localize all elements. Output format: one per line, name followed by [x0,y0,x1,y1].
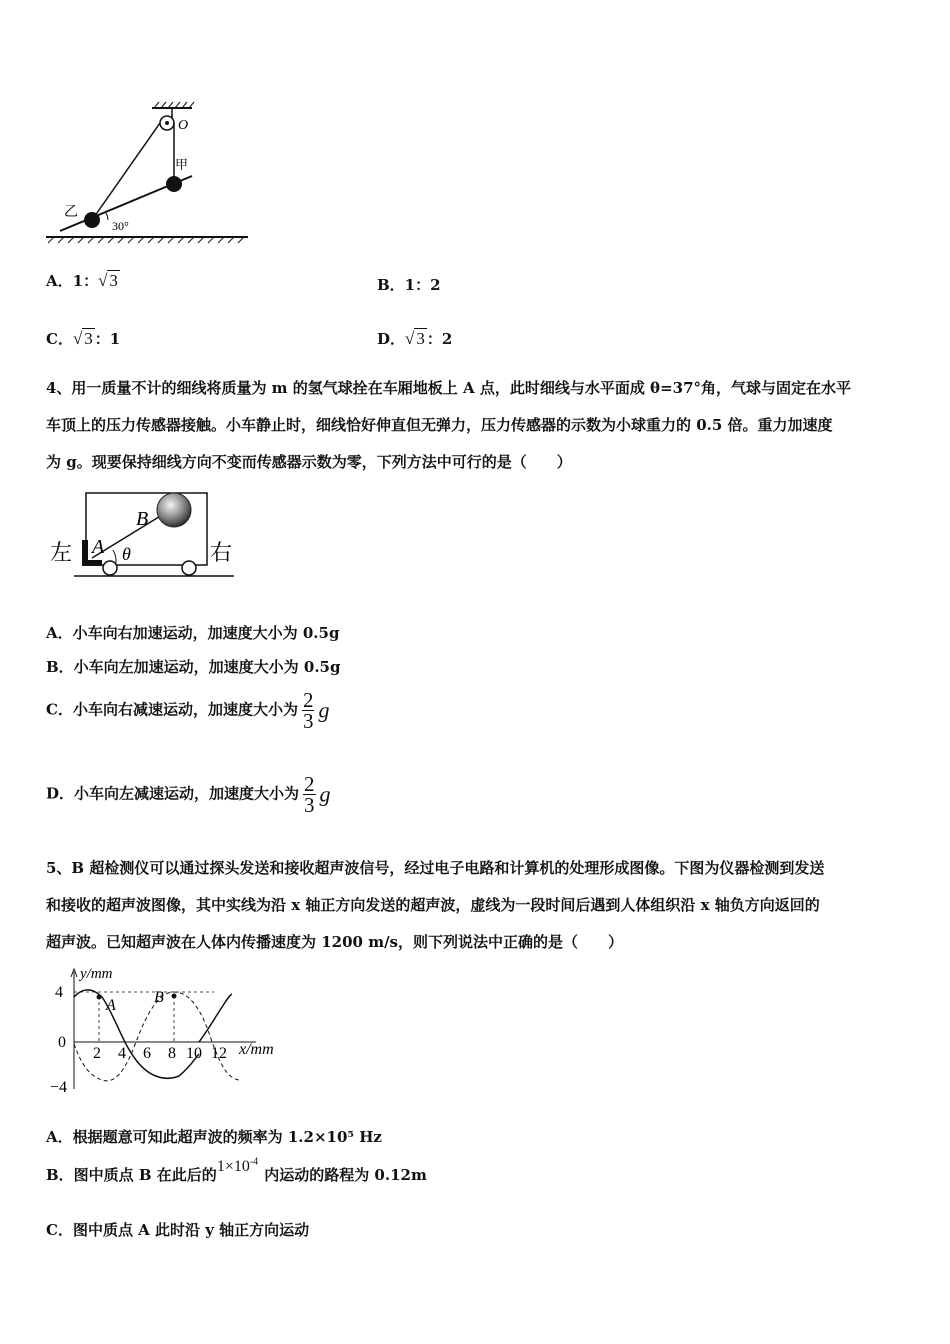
q4-option-b[interactable]: B．小车向左加速运动，加速度大小为 0.5g [46,658,341,676]
label-b: B [136,508,149,530]
y-axis-label: y/mm [80,966,113,982]
y-tick-0: 0 [58,1034,66,1051]
sqrt-3: √ 3 [98,271,118,290]
q3-option-d[interactable]: D．√ 3 ：2 [377,329,453,348]
q5-wave-figure [44,964,294,1094]
q5-option-a[interactable]: A．根据题意可知此超声波的频率为 1.2×10⁵ Hz [46,1128,382,1146]
x-tick-2: 2 [93,1045,101,1062]
q5-stem: 5、B 超检测仪可以通过探头发送和接收超声波信号，经过电子电路和计算机的处理形成图像。下图为仪器检测到发送 和接收的超声波图像，其中实线为沿 x 轴正方向发送的超声波，虚线为一段时间后遇到人体组织沿 x 轴负方向返回的 超声波。已知超声波在人体内传播速度为 1200 m/s，则下列说法中正确的是（ ） [46,859,825,951]
sqrt-3: √ 3 [72,329,93,348]
x-tick-6: 6 [143,1045,151,1062]
ball-yi [84,212,100,228]
x-tick-12: 12 [211,1045,227,1062]
x-tick-8: 8 [168,1045,176,1062]
fraction-2-3: $\frac{2}{3}$ [304,772,315,817]
wheel-left [103,561,117,575]
x-tick-4: 4 [118,1045,126,1062]
x-tick-10: 10 [186,1045,202,1062]
fraction-2-3: $\frac{2}{3}$ [302,688,314,733]
y-tick-4: 4 [55,984,63,1001]
ball-jia [166,176,182,192]
label-o: O [178,118,189,133]
label-point-b: B [154,989,164,1006]
label-a: A [92,536,105,558]
label-yi: 乙 [64,205,78,220]
q5-option-b[interactable]: B．图中质点 B 在此后的$1\times 10^{-4}$内运动的路程为 0.12m [46,1156,427,1184]
label-theta: θ [122,544,131,564]
label-jia: 甲 [175,157,189,172]
point-b [172,994,177,999]
label-point-a: A [106,997,116,1014]
wheel-right [182,561,196,575]
q3-option-a[interactable]: A．1：√ 3 [46,271,118,290]
label-angle: 30° [112,219,129,233]
q3-option-c[interactable]: C．√ 3 ：1 [46,329,121,348]
q4-option-c[interactable]: C．小车向右减速运动，加速度大小为 $\frac{2}{3}$ g [46,688,330,733]
q5-option-c[interactable]: C．图中质点 A 此时沿 y 轴正方向运动 [46,1221,310,1239]
label-left: 左 [50,540,73,565]
label-right: 右 [210,540,233,565]
balloon [157,493,191,527]
q4-stem: 4、用一质量不计的细线将质量为 m 的氢气球拴在车厢地板上 A 点，此时细线与水平面成 θ=37°角，气球与固定在水平 车顶上的压力传感器接触。小车静止时，细线恰好伸直但无弹力，压力传感器的示数为小球重力的 0.5 倍。重力加速度 为 g。现要保持细线方向不变而传感器示数为零，下列方法中可行的是（ ） [46,379,852,471]
q4-option-d[interactable]: D．小车向左减速运动，加速度大小为 $\frac{2}{3}$ g [46,772,331,817]
sent-wave [74,990,232,1078]
q3-option-b[interactable]: B．1：2 [377,276,441,294]
q3-figure [40,98,255,246]
point-a [97,995,102,1000]
sqrt-3: √ 3 [405,329,425,348]
q4-option-a[interactable]: A．小车向右加速运动，加速度大小为 0.5g [46,624,340,642]
y-tick-neg4: −4 [50,1079,68,1094]
x-axis-label: x/mm [239,1041,274,1058]
q4-figure [44,488,244,583]
